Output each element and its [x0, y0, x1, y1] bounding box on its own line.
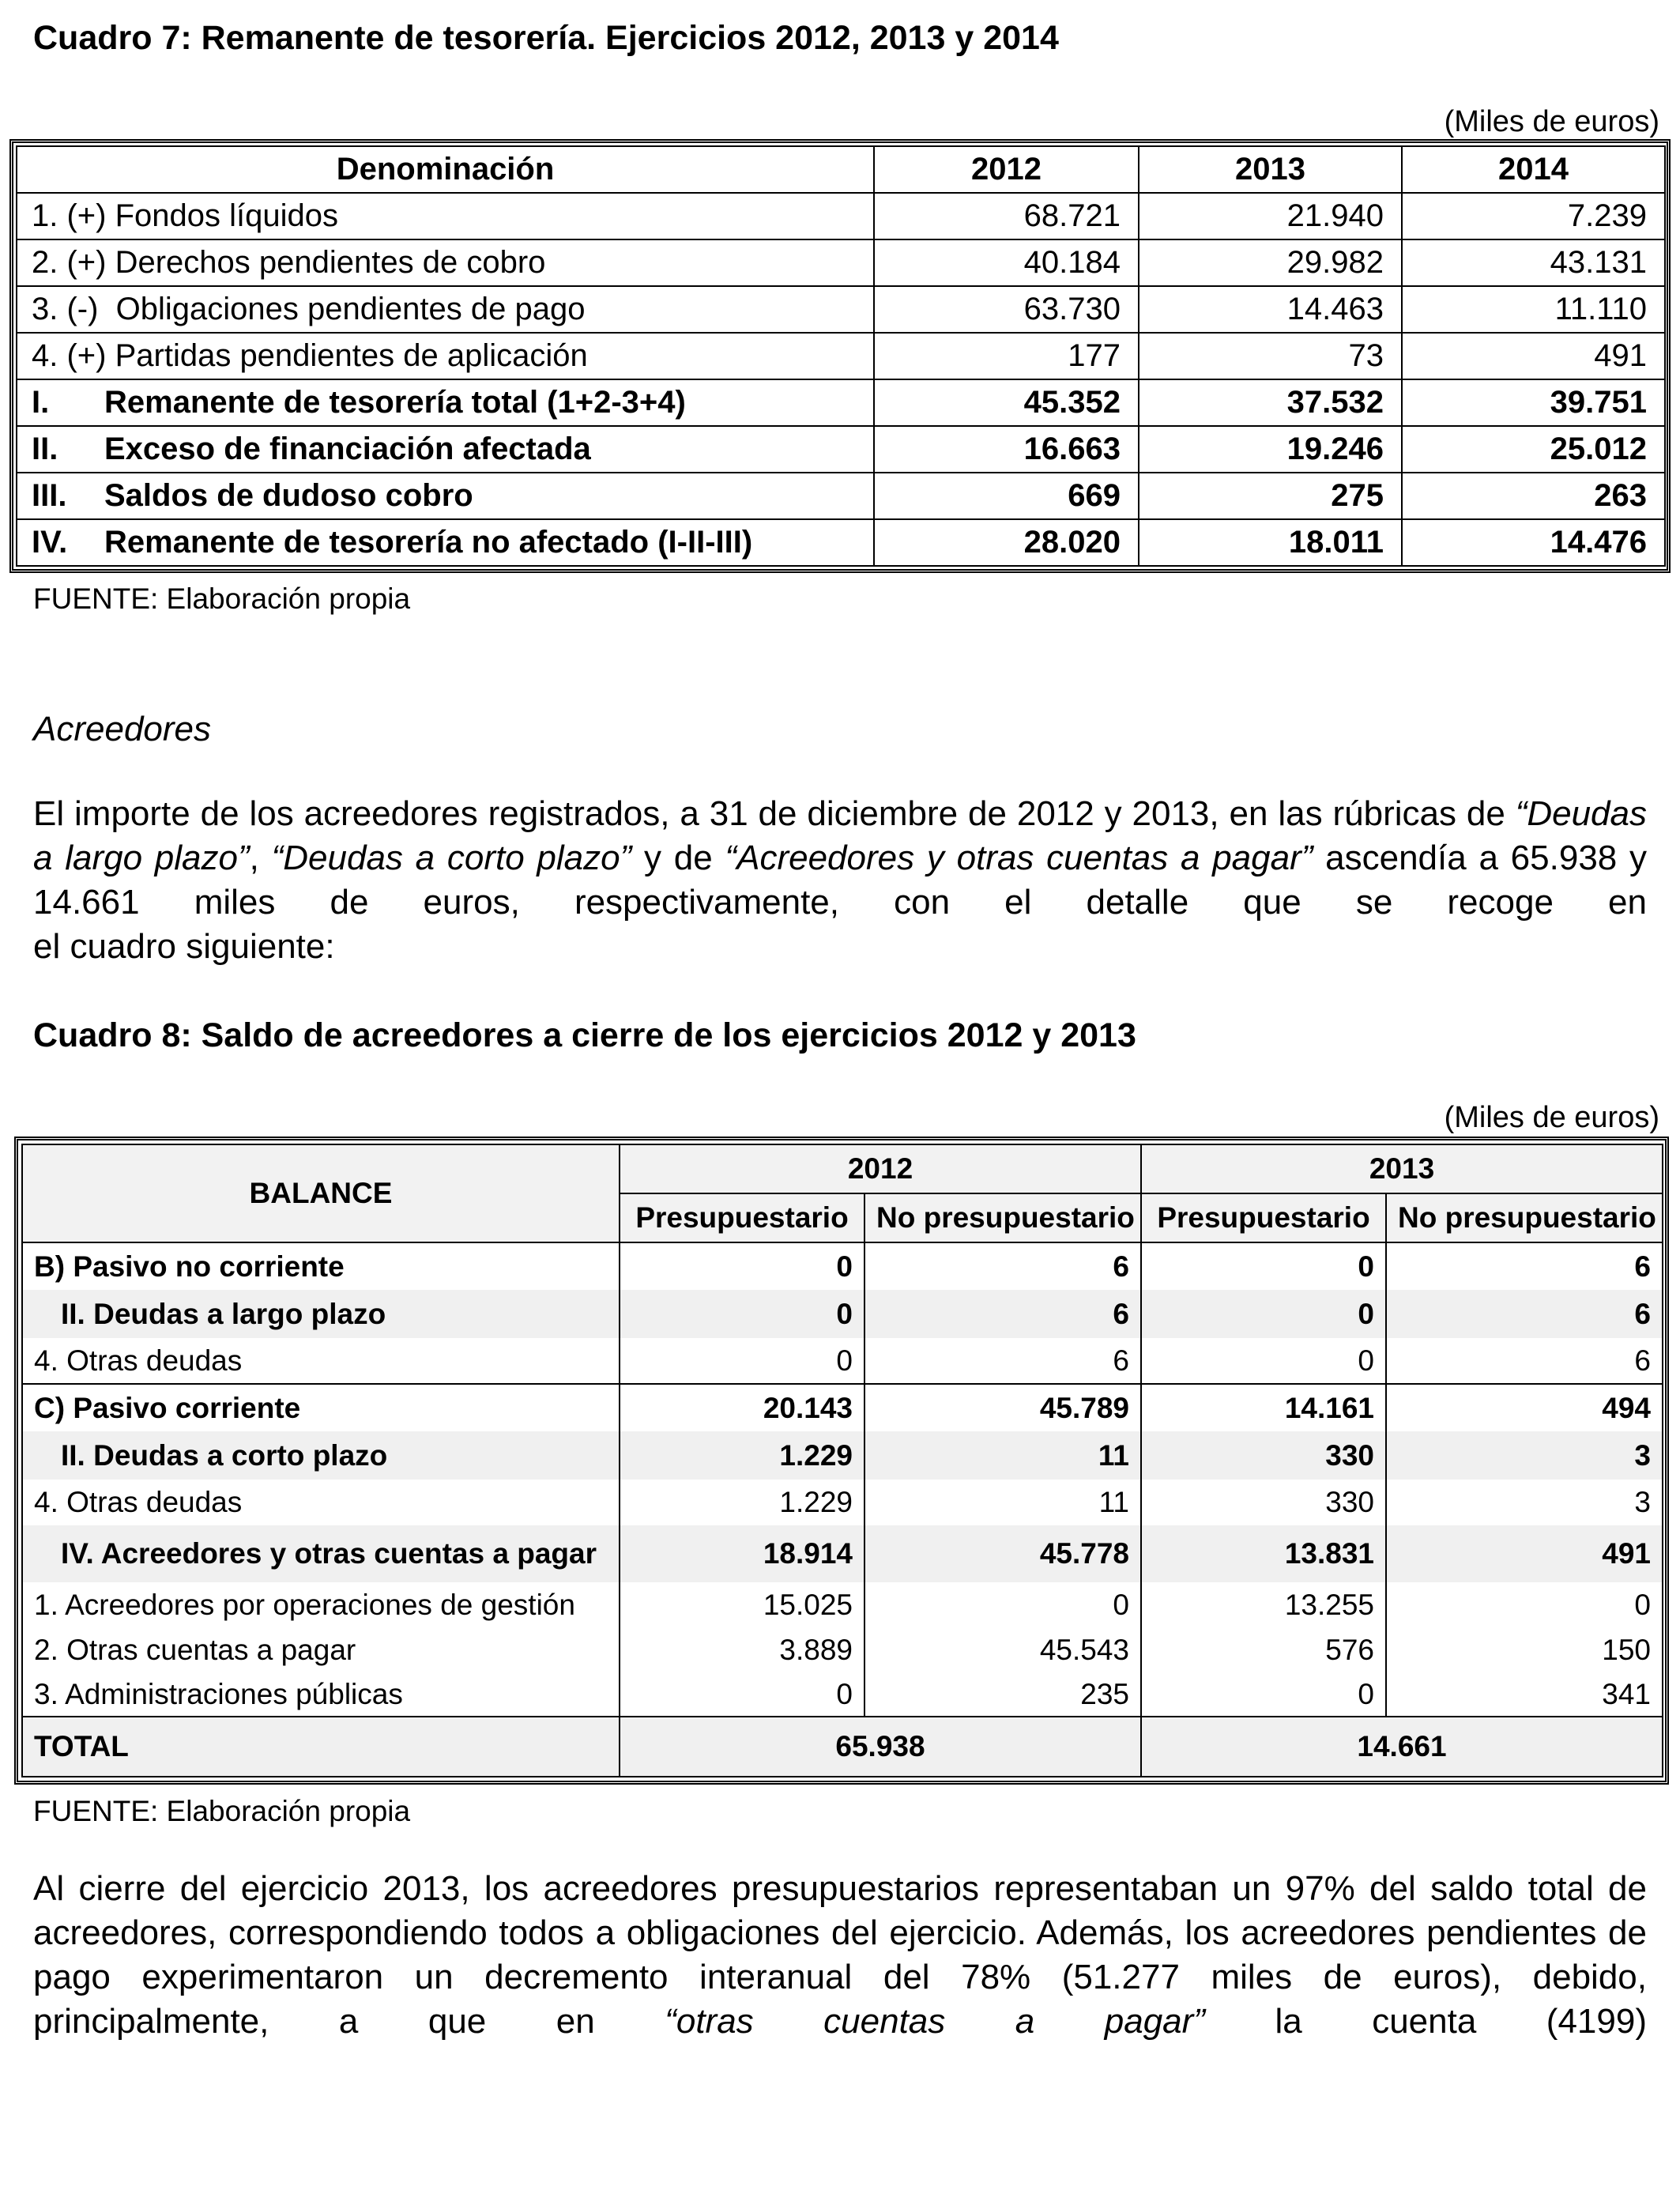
- cell-value: 16.663: [874, 426, 1139, 473]
- table8-header-row: [22, 1144, 1663, 1193]
- row-label: 4. Otras deudas: [22, 1338, 620, 1384]
- cell-value: 3: [1386, 1480, 1663, 1525]
- cell-value: 15.025: [620, 1582, 864, 1628]
- table-row: [22, 1290, 1663, 1338]
- table7-units: (Miles de euros): [1444, 105, 1659, 138]
- cell-value: 18.914: [620, 1525, 864, 1582]
- row-label: [17, 519, 874, 566]
- cell-value: 330: [1141, 1480, 1386, 1525]
- row-number: I.: [32, 385, 50, 420]
- table8-header-2012: 2012: [620, 1144, 1141, 1193]
- table-row: [22, 1338, 1663, 1384]
- cell-value: 6: [864, 1290, 1141, 1338]
- row-text: Saldos de dudoso cobro: [104, 478, 473, 513]
- cell-value: 576: [1141, 1628, 1386, 1672]
- paragraph-text: ascendía a 65.938 y 14.661 miles de euros, respectivamente, con el detalle que se recoge en: [33, 839, 1647, 922]
- cell-value: 40.184: [874, 239, 1139, 286]
- cell-value: 14.161: [1141, 1384, 1386, 1431]
- cell-value: 6: [864, 1338, 1141, 1384]
- table-row: [22, 1525, 1663, 1582]
- row-number: IV.: [32, 525, 68, 560]
- cell-value: 21.940: [1139, 193, 1402, 239]
- cell-value: 45.352: [874, 379, 1139, 426]
- cell-value: 11: [864, 1480, 1141, 1525]
- table-row: [22, 1672, 1663, 1717]
- paragraph-2: [33, 1867, 1647, 2044]
- table7-title: Cuadro 7: Remanente de tesorería. Ejercicios 2012, 2013 y 2014: [33, 19, 1059, 57]
- cell-value: 0: [1141, 1242, 1386, 1290]
- cell-value: 63.730: [874, 286, 1139, 333]
- row-label: 3. (-) Obligaciones pendientes de pago: [17, 286, 874, 333]
- table8-header-2013: 2013: [1141, 1144, 1663, 1193]
- cell-value: 494: [1386, 1384, 1663, 1431]
- row-label: 2. Otras cuentas a pagar: [22, 1628, 620, 1672]
- cell-value: 68.721: [874, 193, 1139, 239]
- cell-value: 275: [1139, 473, 1402, 519]
- row-label: IV. Acreedores y otras cuentas a pagar: [22, 1525, 620, 1582]
- cell-value: 1.229: [620, 1480, 864, 1525]
- table7-header-2012: 2012: [874, 146, 1139, 193]
- row-label: [17, 426, 874, 473]
- cell-value: 13.255: [1141, 1582, 1386, 1628]
- cell-value: 491: [1402, 333, 1665, 379]
- table-row: [17, 286, 1665, 333]
- row-label: 4. Otras deudas: [22, 1480, 620, 1525]
- row-label: [17, 379, 874, 426]
- cell-value: 28.020: [874, 519, 1139, 566]
- table-row: [22, 1628, 1663, 1672]
- cell-value: 45.778: [864, 1525, 1141, 1582]
- paragraph-italic: “Deudas a largo plazo”: [33, 794, 1647, 877]
- cell-value: 13.831: [1141, 1525, 1386, 1582]
- table8-source: FUENTE: Elaboración propia: [33, 1795, 411, 1827]
- total-label: TOTAL: [22, 1717, 620, 1777]
- cell-value: 6: [1386, 1242, 1663, 1290]
- paragraph-text: Al cierre del ejercicio 2013, los acreedores presupuestarios representaban un 97% del saldo total de acreedores, correspondiendo todos a obligaciones del ejercicio. Además, los acreedores pendientes de pago experimentaron un decremento interanual del 78% (51.277 miles de euros), debido, principalmente, a que en: [33, 1869, 1647, 2041]
- section-heading: Acreedores: [33, 710, 212, 748]
- cell-value: 45.543: [864, 1628, 1141, 1672]
- table-row: [22, 1480, 1663, 1525]
- cell-value: 1.229: [620, 1431, 864, 1480]
- row-number: II.: [32, 432, 58, 466]
- cell-value: 263: [1402, 473, 1665, 519]
- cell-value: 18.011: [1139, 519, 1402, 566]
- cell-value: 177: [874, 333, 1139, 379]
- row-label: B) Pasivo no corriente: [22, 1242, 620, 1290]
- table7-header-row: [17, 146, 1665, 193]
- cell-value: 0: [620, 1290, 864, 1338]
- table8-header-balance: BALANCE: [22, 1144, 620, 1242]
- cell-value: 20.143: [620, 1384, 864, 1431]
- row-text: Remanente de tesorería no afectado (I-II-III): [104, 525, 753, 560]
- table-row: [17, 426, 1665, 473]
- cell-value: 3.889: [620, 1628, 864, 1672]
- table8-units: (Miles de euros): [1444, 1101, 1659, 1134]
- row-text: Exceso de financiación afectada: [104, 432, 591, 466]
- cell-value: 0: [1141, 1672, 1386, 1717]
- table8-subheader: Presupuestario: [1141, 1193, 1386, 1242]
- row-text: Remanente de tesorería total (1+2-3+4): [104, 385, 686, 420]
- paragraph-last-line: el cuadro siguiente:: [33, 927, 335, 966]
- table-row: [22, 1431, 1663, 1480]
- table7-source: FUENTE: Elaboración propia: [33, 582, 411, 615]
- row-label: 4. (+) Partidas pendientes de aplicación: [17, 333, 874, 379]
- cell-value: 0: [620, 1242, 864, 1290]
- cell-value: 150: [1386, 1628, 1663, 1672]
- cell-value: 19.246: [1139, 426, 1402, 473]
- table-row: [17, 473, 1665, 519]
- cell-value: 6: [864, 1242, 1141, 1290]
- cell-value: 0: [1386, 1582, 1663, 1628]
- table-row: [17, 333, 1665, 379]
- row-label: [17, 473, 874, 519]
- cell-value: 0: [620, 1338, 864, 1384]
- row-label: 1. (+) Fondos líquidos: [17, 193, 874, 239]
- paragraph-italic: “otras cuentas a pagar”: [665, 2002, 1205, 2041]
- cell-value: 0: [864, 1582, 1141, 1628]
- cell-value: 14.476: [1402, 519, 1665, 566]
- cell-value: 43.131: [1402, 239, 1665, 286]
- table-row: [17, 193, 1665, 239]
- table7-header-denominacion: Denominación: [17, 146, 874, 193]
- paragraph-text: y de: [631, 839, 725, 877]
- table-row: [22, 1384, 1663, 1431]
- row-label: 1. Acreedores por operaciones de gestión: [22, 1582, 620, 1628]
- row-number: III.: [32, 478, 67, 513]
- paragraph-italic: “Deudas a corto plazo”: [271, 839, 632, 877]
- cell-value: 3: [1386, 1431, 1663, 1480]
- cell-value: 341: [1386, 1672, 1663, 1717]
- cell-value: 45.789: [864, 1384, 1141, 1431]
- total-value-2012: 65.938: [620, 1717, 1141, 1777]
- table7: [9, 139, 1671, 573]
- cell-value: 73: [1139, 333, 1402, 379]
- table8-subheader: Presupuestario: [620, 1193, 864, 1242]
- cell-value: 0: [620, 1672, 864, 1717]
- cell-value: 11: [864, 1431, 1141, 1480]
- cell-value: 330: [1141, 1431, 1386, 1480]
- cell-value: 669: [874, 473, 1139, 519]
- table8-subheader: No presupuestario: [1386, 1193, 1663, 1242]
- table-row: [17, 379, 1665, 426]
- table8-subheader: No presupuestario: [864, 1193, 1141, 1242]
- cell-value: 7.239: [1402, 193, 1665, 239]
- row-label: C) Pasivo corriente: [22, 1384, 620, 1431]
- paragraph-1: [33, 792, 1647, 969]
- table8: [14, 1137, 1669, 1785]
- cell-value: 29.982: [1139, 239, 1402, 286]
- row-label: II. Deudas a corto plazo: [22, 1431, 620, 1480]
- paragraph-text: la cuenta (4199): [1204, 2002, 1647, 2041]
- cell-value: 37.532: [1139, 379, 1402, 426]
- table8-total-row: [22, 1717, 1663, 1777]
- row-label: II. Deudas a largo plazo: [22, 1290, 620, 1338]
- cell-value: 0: [1141, 1290, 1386, 1338]
- paragraph-text: ,: [249, 839, 272, 877]
- table-row: [17, 519, 1665, 566]
- cell-value: 6: [1386, 1338, 1663, 1384]
- cell-value: 235: [864, 1672, 1141, 1717]
- cell-value: 6: [1386, 1290, 1663, 1338]
- table-row: [17, 239, 1665, 286]
- table7-header-2014: 2014: [1402, 146, 1665, 193]
- cell-value: 0: [1141, 1338, 1386, 1384]
- cell-value: 25.012: [1402, 426, 1665, 473]
- row-label: 3. Administraciones públicas: [22, 1672, 620, 1717]
- table-row: [22, 1582, 1663, 1628]
- paragraph-text: El importe de los acreedores registrados, a 31 de diciembre de 2012 y 2013, en las rúbricas de: [33, 794, 1516, 833]
- cell-value: 14.463: [1139, 286, 1402, 333]
- cell-value: 39.751: [1402, 379, 1665, 426]
- total-value-2013: 14.661: [1141, 1717, 1663, 1777]
- table-row: [22, 1242, 1663, 1290]
- cell-value: 11.110: [1402, 286, 1665, 333]
- table7-header-2013: 2013: [1139, 146, 1402, 193]
- row-label: 2. (+) Derechos pendientes de cobro: [17, 239, 874, 286]
- table8-title: Cuadro 8: Saldo de acreedores a cierre de los ejercicios 2012 y 2013: [33, 1016, 1136, 1054]
- cell-value: 491: [1386, 1525, 1663, 1582]
- paragraph-italic: “Acreedores y otras cuentas a pagar”: [725, 839, 1313, 877]
